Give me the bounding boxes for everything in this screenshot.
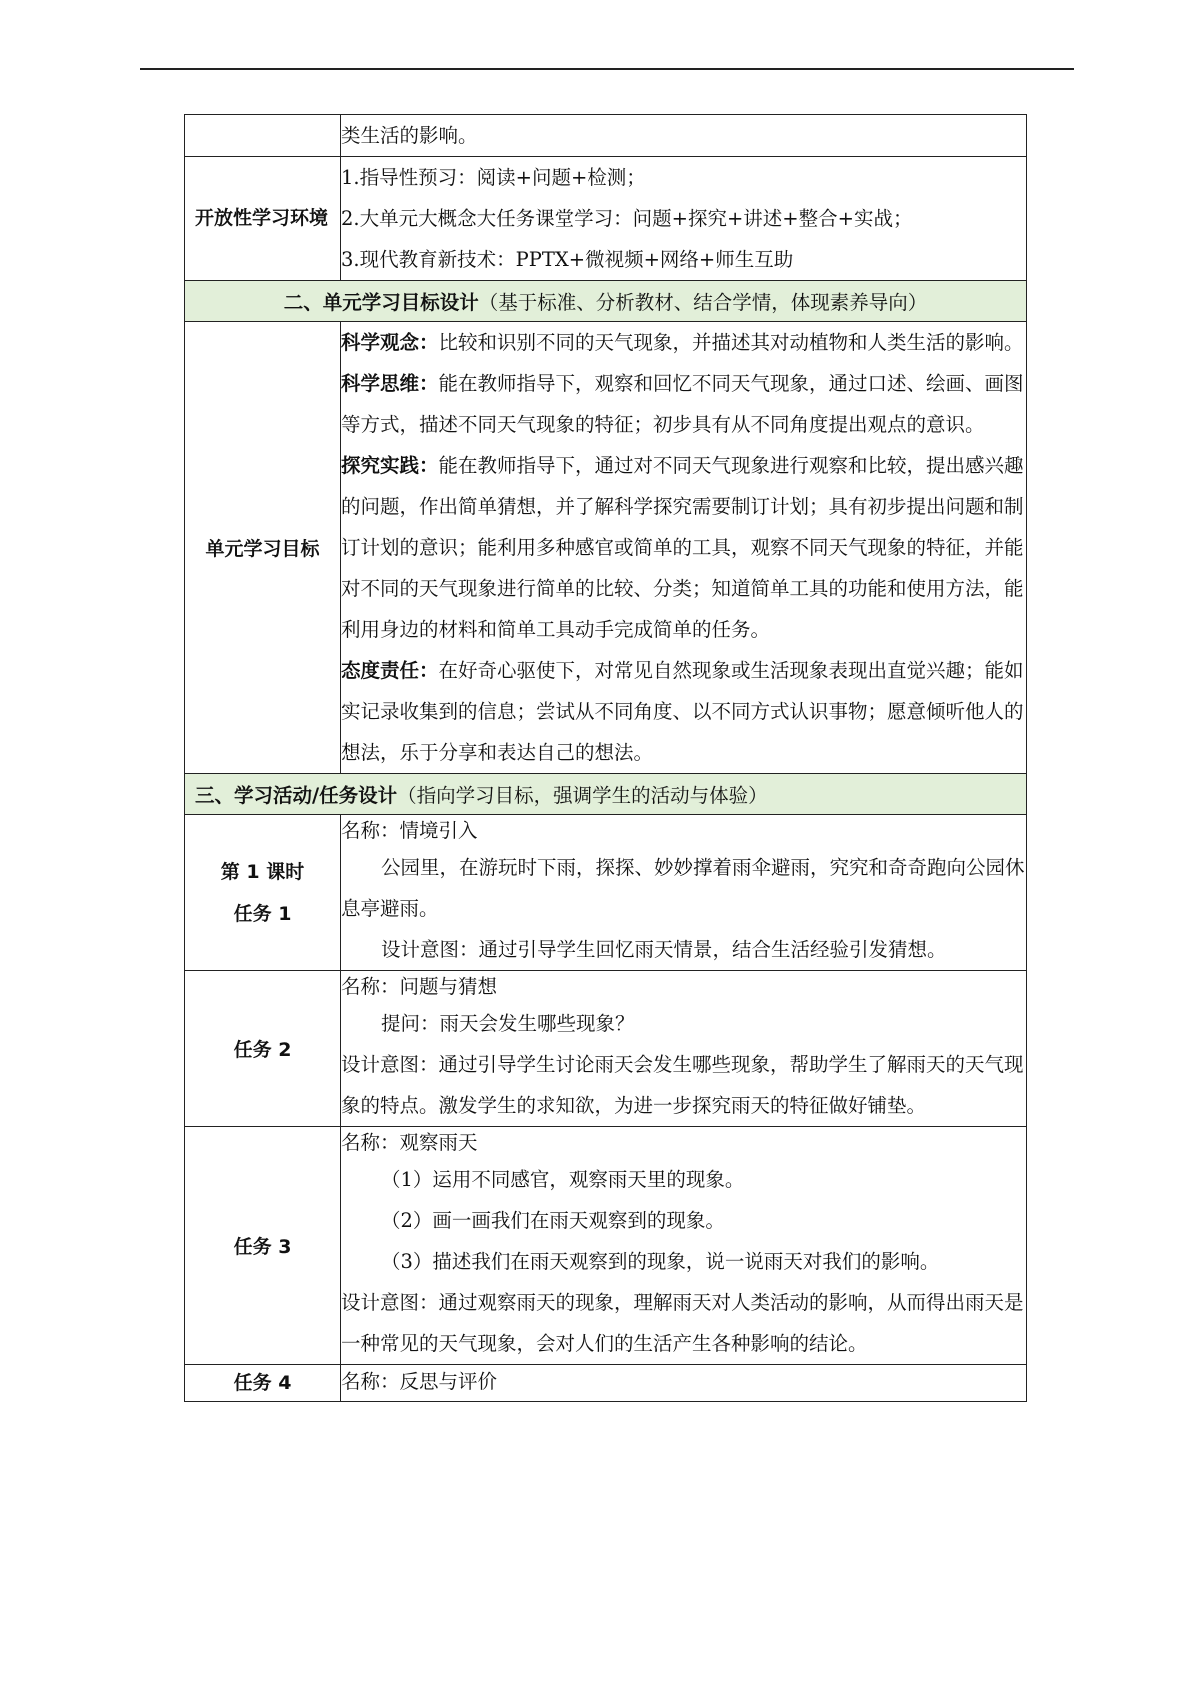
section-title: 三、学习活动/任务设计 — [195, 784, 398, 807]
task-intent: 设计意图：通过观察雨天的现象，理解雨天对人类活动的影响，从而得出雨天是一种常见的天气现象，会对人们的生活产生各种影响的结论。 — [341, 1291, 1024, 1355]
content-cell — [341, 1127, 1027, 1365]
task-question: 提问：雨天会发生哪些现象？ — [381, 1012, 635, 1035]
goal-key: 科学观念： — [341, 331, 439, 354]
task-step: （3）描述我们在雨天观察到的现象，说一说雨天对我们的影响。 — [381, 1250, 940, 1273]
empty-label-cell — [185, 115, 341, 157]
goal-key: 探究实践： — [341, 454, 439, 477]
table-row — [185, 815, 1027, 971]
goal-key: 态度责任： — [341, 659, 439, 682]
row-label — [185, 815, 341, 971]
goal-text: 比较和识别不同的天气现象，并描述其对动植物和人类生活的影响。 — [438, 331, 1024, 354]
content-cell — [341, 815, 1027, 971]
task-label: 任务 4 — [233, 1372, 292, 1394]
task-name: 名称：反思与评价 — [341, 1370, 498, 1393]
goal-key: 科学思维： — [341, 372, 439, 395]
task-label: 任务 2 — [233, 1039, 292, 1061]
lesson-label: 第 1 课时 — [220, 860, 305, 883]
content-cell — [341, 157, 1027, 281]
task-step: （1）运用不同感官，观察雨天里的现象。 — [381, 1168, 745, 1191]
task-label: 任务 1 — [233, 902, 292, 925]
goal-text: 能在教师指导下，观察和回忆不同天气现象，通过口述、绘画、画图等方式，描述不同天气现象的特征；初步具有从不同角度提出观点的意识。 — [341, 372, 1024, 436]
row-label — [185, 322, 341, 774]
env-item: 3.现代教育新技术：PPTX+微视频+网络+师生互助 — [341, 248, 794, 271]
task-name: 名称：观察雨天 — [341, 1131, 478, 1154]
task-intent: 设计意图：通过引导学生讨论雨天会发生哪些现象，帮助学生了解雨天的天气现象的特点。激发学生的求知欲，为进一步探究雨天的特征做好铺垫。 — [341, 1053, 1024, 1117]
table-row — [185, 322, 1027, 774]
goal-text: 在好奇心驱使下，对常见自然现象或生活现象表现出直觉兴趣；能如实记录收集到的信息；尝试从不同角度、以不同方式认识事物；愿意倾听他人的想法，乐于分享和表达自己的想法。 — [341, 659, 1024, 764]
table-row — [185, 157, 1027, 281]
goals-label: 单元学习目标 — [205, 538, 320, 560]
content-cell — [341, 322, 1027, 774]
goal-item — [341, 322, 1026, 363]
goal-item — [341, 650, 1026, 773]
row-label — [185, 157, 341, 281]
goal-text: 能在教师指导下，通过对不同天气现象进行观察和比较，提出感兴趣的问题，作出简单猜想，并了解科学探究需要制订计划；具有初步提出问题和制订计划的意识；能利用多种感官或简单的工具，观察不同天气现象的特征，并能对不同的天气现象进行简单的比较、分类；知道简单工具的功能和使用方法，能利用身边的材料和简单工具动手完成简单的任务。 — [341, 454, 1024, 641]
table-row — [185, 971, 1027, 1127]
content-cell — [341, 1365, 1027, 1402]
goal-item — [341, 363, 1026, 445]
row-label — [185, 971, 341, 1127]
table-row — [185, 1365, 1027, 1402]
env-label: 开放性学习环境 — [195, 207, 329, 229]
section-header — [185, 281, 1027, 322]
table-row — [185, 115, 1027, 157]
task-name: 名称：问题与猜想 — [341, 975, 498, 998]
env-item: 2.大单元大概念大任务课堂学习：问题+探究+讲述+整合+实战； — [341, 207, 913, 230]
row-label — [185, 1365, 341, 1402]
lesson-plan-table — [184, 114, 1027, 1402]
continued-text: 类生活的影响。 — [341, 124, 478, 147]
table-row — [185, 1127, 1027, 1365]
content-cell — [341, 115, 1027, 157]
task-name: 名称：情境引入 — [341, 819, 478, 842]
section-note: （指向学习目标，强调学生的活动与体验） — [397, 784, 768, 807]
task-label: 任务 3 — [233, 1236, 292, 1258]
header-rule — [140, 68, 1074, 70]
section-header-row — [185, 774, 1027, 815]
task-para: 公园里，在游玩时下雨，探探、妙妙撑着雨伞避雨，究究和奇奇跑向公园休息亭避雨。 — [341, 856, 1025, 920]
task-intent: 设计意图：通过引导学生回忆雨天情景，结合生活经验引发猜想。 — [381, 938, 947, 961]
env-item: 1.指导性预习：阅读+问题+检测； — [341, 166, 646, 189]
section-note: （基于标准、分析教材、结合学情，体现素养导向） — [478, 291, 928, 314]
goal-item — [341, 445, 1026, 650]
section-header-row — [185, 281, 1027, 322]
row-label — [185, 1127, 341, 1365]
content-cell — [341, 971, 1027, 1127]
task-step: （2）画一画我们在雨天观察到的现象。 — [381, 1209, 725, 1232]
section-header — [185, 774, 1027, 815]
section-title: 二、单元学习目标设计 — [283, 291, 479, 314]
